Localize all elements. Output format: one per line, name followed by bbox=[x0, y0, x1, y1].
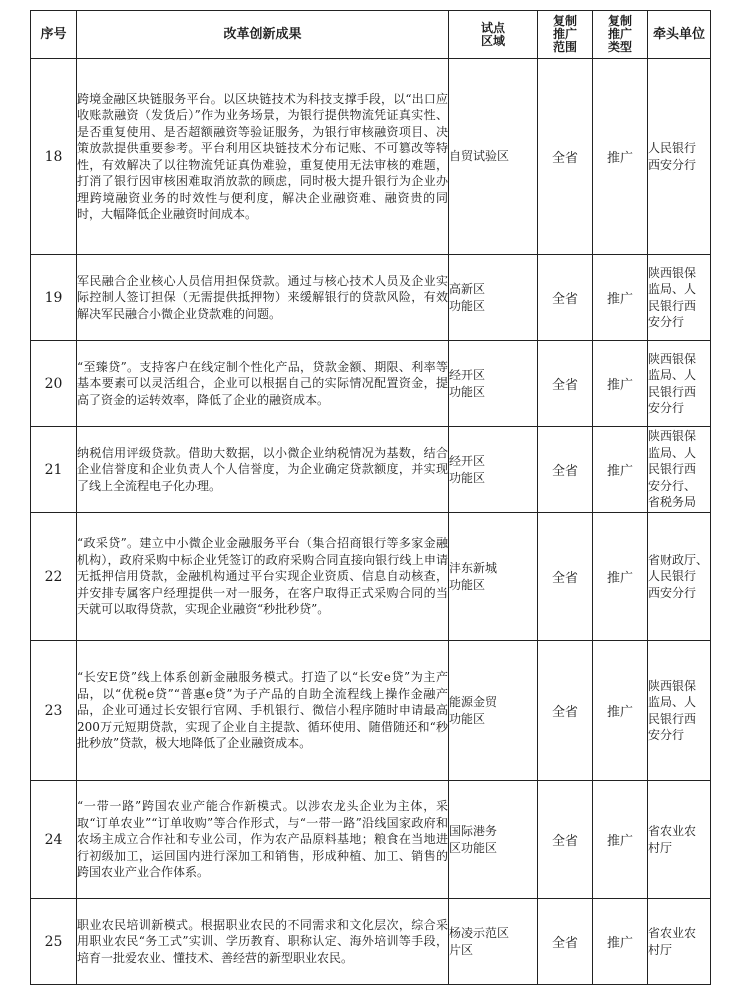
row-lead-unit: 陕西银保 监局、人 民银行西 安分行、 省税务局 bbox=[648, 427, 711, 513]
row-scope: 全省 bbox=[538, 513, 593, 641]
row-scope: 全省 bbox=[538, 899, 593, 985]
table-row bbox=[31, 899, 711, 985]
row-pilot-area: 沣东新城 功能区 bbox=[449, 513, 538, 641]
table-row bbox=[31, 341, 711, 427]
row-type: 推广 bbox=[593, 341, 648, 427]
row-number: 18 bbox=[31, 59, 77, 255]
row-scope: 全省 bbox=[538, 59, 593, 255]
table-row bbox=[31, 427, 711, 513]
row-pilot-area: 经开区 功能区 bbox=[449, 341, 538, 427]
row-type: 推广 bbox=[593, 513, 648, 641]
row-description: 跨境金融区块链服务平台。以区块链技术为科技支撑手段，以“出口应收账款融资（发货后）”作为业务场景，为银行提供物流凭证真实性、是否重复使用、是否超额融资等验证服务，为银行审核融资项目、决策放款提供重要参考。平台利用区块链技术分布记账、不可篡改等特性，有效解决了以往物流凭证真伪难验，重复使用无法审核的难题，打消了银行因审核困难取消放款的顾虑，同时极大提升银行为企业办理跨境融资业务的时效性与便利度，解决企业融资难、融资贵的同时，大幅降低企业融资时间成本。 bbox=[77, 59, 449, 255]
row-type: 推广 bbox=[593, 59, 648, 255]
row-description: “至臻贷”。支持客户在线定制个性化产品，贷款金额、期限、利率等基本要素可以灵活组合，企业可以根据自己的实际情况配置资金，提高了资金的运转效率，降低了企业的融资成本。 bbox=[77, 341, 449, 427]
row-number: 19 bbox=[31, 255, 77, 341]
table-row bbox=[31, 641, 711, 781]
row-lead-unit: 人民银行 西安分行 bbox=[648, 59, 711, 255]
row-type: 推广 bbox=[593, 255, 648, 341]
table-row bbox=[31, 781, 711, 899]
row-type: 推广 bbox=[593, 781, 648, 899]
row-lead-unit: 省财政厅、 人民银行 西安分行 bbox=[648, 513, 711, 641]
row-type: 推广 bbox=[593, 899, 648, 985]
row-pilot-area: 国际港务 区功能区 bbox=[449, 781, 538, 899]
row-description: “一带一路”跨国农业产能合作新模式。以涉农龙头企业为主体，采取“订单农业”“订单收购”等合作形式，与“一带一路”沿线国家政府和农场主成立合作社和专业公司，作为农产品原料基地；粮食在当地进行初级加工，运回国内进行深加工和销售，形成种植、加工、销售的跨国农业产业合作体系。 bbox=[77, 781, 449, 899]
row-type: 推广 bbox=[593, 641, 648, 781]
row-pilot-area: 杨凌示范区 片区 bbox=[449, 899, 538, 985]
table-header-row bbox=[31, 11, 711, 59]
header-type: 复制 推广 类型 bbox=[593, 11, 648, 59]
header-result: 改革创新成果 bbox=[77, 11, 449, 59]
row-pilot-area: 经开区 功能区 bbox=[449, 427, 538, 513]
row-pilot-area: 高新区 功能区 bbox=[449, 255, 538, 341]
row-number: 22 bbox=[31, 513, 77, 641]
row-description: 职业农民培训新模式。根据职业农民的不同需求和文化层次，综合采用职业农民“务工式”实训、学历教育、职称认定、海外培训等手段，培育一批爱农业、懂技术、善经营的新型职业农民。 bbox=[77, 899, 449, 985]
header-lead-unit: 牵头单位 bbox=[648, 11, 711, 59]
row-number: 21 bbox=[31, 427, 77, 513]
row-description: “长安E贷”线上体系创新金融服务模式。打造了以“长安e贷”为主产品，以“优税e贷”“普惠e贷”为子产品的自助全流程线上操作金融产品，企业可通过长安银行官网、手机银行、微信小程序随时申请最高200万元短期贷款，实现了企业自主提款、循环使用、随借随还和“秒批秒放”贷款，极大地降低了企业融资成本。 bbox=[77, 641, 449, 781]
row-lead-unit: 陕西银保 监局、人 民银行西 安分行 bbox=[648, 341, 711, 427]
row-pilot-area: 能源金贸 功能区 bbox=[449, 641, 538, 781]
row-description: 纳税信用评级贷款。借助大数据，以小微企业纳税情况为基数，结合企业信誉度和企业负责人个人信誉度，为企业确定贷款额度，并实现了线上全流程电子化办理。 bbox=[77, 427, 449, 513]
header-seq: 序号 bbox=[31, 11, 77, 59]
row-number: 20 bbox=[31, 341, 77, 427]
row-number: 25 bbox=[31, 899, 77, 985]
row-scope: 全省 bbox=[538, 255, 593, 341]
row-description: “政采贷”。建立中小微企业金融服务平台（集合招商银行等多家金融机构），政府采购中标企业凭签订的政府采购合同直接向银行线上申请无抵押信用贷款，金融机构通过平台实现企业资质、信息自动核查，并安排专属客户经理提供一对一服务，在客户取得正式采购合同的当天就可以取得贷款，实现企业融资“秒批秒贷”。 bbox=[77, 513, 449, 641]
row-scope: 全省 bbox=[538, 641, 593, 781]
row-scope: 全省 bbox=[538, 781, 593, 899]
table-row bbox=[31, 59, 711, 255]
row-number: 23 bbox=[31, 641, 77, 781]
row-lead-unit: 陕西银保 监局、人 民银行西 安分行 bbox=[648, 255, 711, 341]
row-scope: 全省 bbox=[538, 427, 593, 513]
row-lead-unit: 省农业农 村厅 bbox=[648, 781, 711, 899]
row-number: 24 bbox=[31, 781, 77, 899]
table-row bbox=[31, 513, 711, 641]
reform-results-table bbox=[30, 10, 711, 985]
row-scope: 全省 bbox=[538, 341, 593, 427]
row-lead-unit: 省农业农 村厅 bbox=[648, 899, 711, 985]
row-description: 军民融合企业核心人员信用担保贷款。通过与核心技术人员及企业实际控制人签订担保（无需提供抵押物）来缓解银行的贷款风险，有效解决军民融合小微企业贷款难的问题。 bbox=[77, 255, 449, 341]
header-pilot-area: 试点 区域 bbox=[449, 11, 538, 59]
row-lead-unit: 陕西银保 监局、人 民银行西 安分行 bbox=[648, 641, 711, 781]
table-row bbox=[31, 255, 711, 341]
header-scope: 复制 推广 范围 bbox=[538, 11, 593, 59]
row-type: 推广 bbox=[593, 427, 648, 513]
row-pilot-area: 自贸试验区 bbox=[449, 59, 538, 255]
